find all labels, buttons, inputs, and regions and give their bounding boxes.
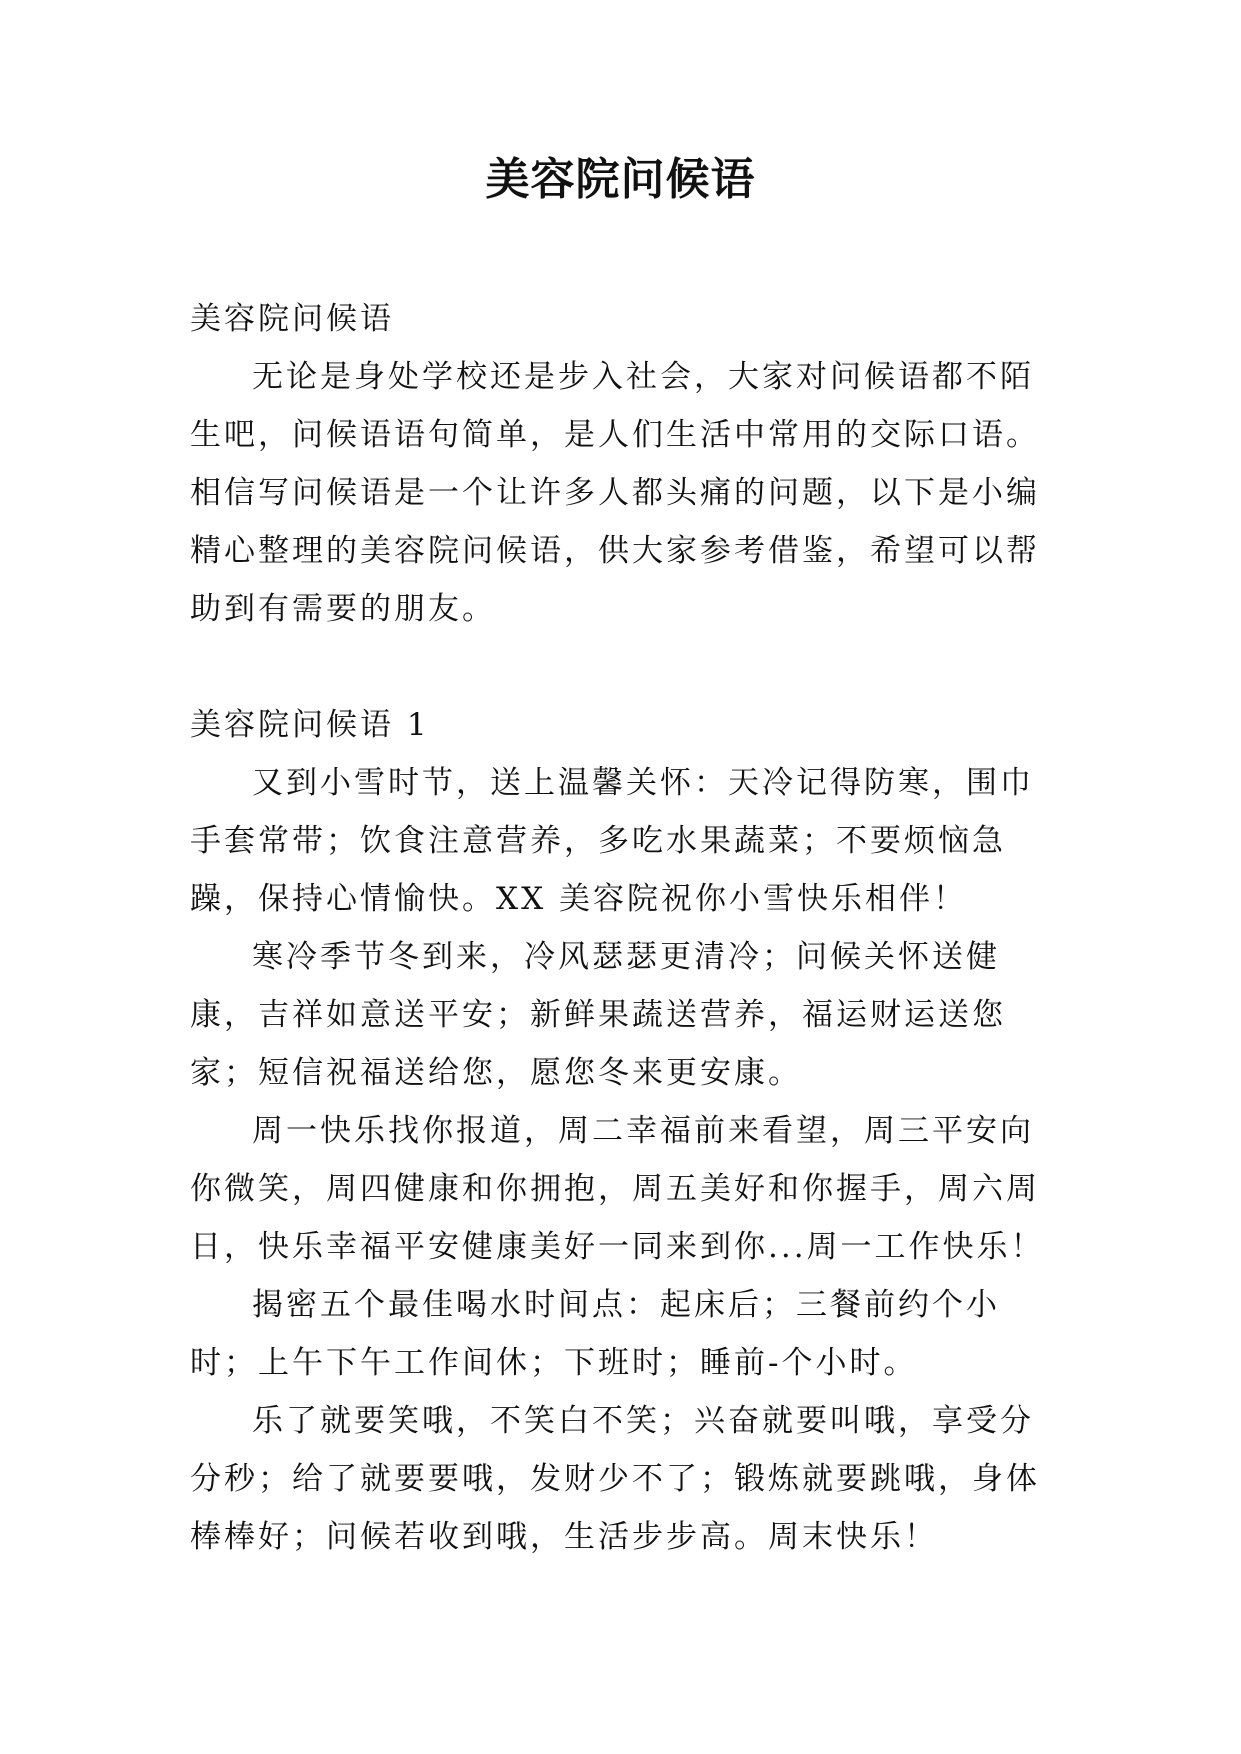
paragraph: 寒冷季节冬到来，冷风瑟瑟更清冷；问候关怀送健康，吉祥如意送平安；新鲜果蔬送营养，福运财运送您家；短信祝福送给您，愿您冬来更安康。 [190, 939, 1006, 1091]
document-title: 美容院问候语 [485, 154, 756, 205]
paragraph: 无论是身处学校还是步入社会，大家对问候语都不陌生吧，问候语语句简单，是人们生活中常用的交际口语。相信写问候语是一个让许多人都头痛的问题，以下是小编精心整理的美容院问候语，供大家参考借鉴，希望可以帮助到有需要的朋友。 [190, 359, 1040, 627]
section-gap [190, 638, 1060, 696]
paragraph: 又到小雪时节，送上温馨关怀：天冷记得防寒，围巾手套常带；饮食注意营养，多吃水果蔬菜；不要烦恼急躁，保持心情愉快。XX 美容院祝你小雪快乐相伴！ [190, 765, 1034, 917]
paragraph: 周一快乐找你报道，周二幸福前来看望，周三平安向你微笑，周四健康和你拥抱，周五美好和你握手，周六周日，快乐幸福平安健康美好一同来到你...周一工作快乐！ [190, 1113, 1045, 1265]
section-heading: 美容院问候语 [190, 301, 394, 337]
section-heading: 美容院问候语 1 [190, 707, 430, 743]
document-body [190, 290, 1060, 1566]
paragraph: 乐了就要笑哦，不笑白不笑；兴奋就要叫哦，享受分分秒；给了就要要哦，发财少不了；锻炼就要跳哦，身体棒棒好；问候若收到哦，生活步步高。周末快乐！ [190, 1403, 1040, 1555]
paragraph: 揭密五个最佳喝水时间点：起床后；三餐前约个小时；上午下午工作间休；下班时；睡前-个小时。 [190, 1287, 1000, 1381]
